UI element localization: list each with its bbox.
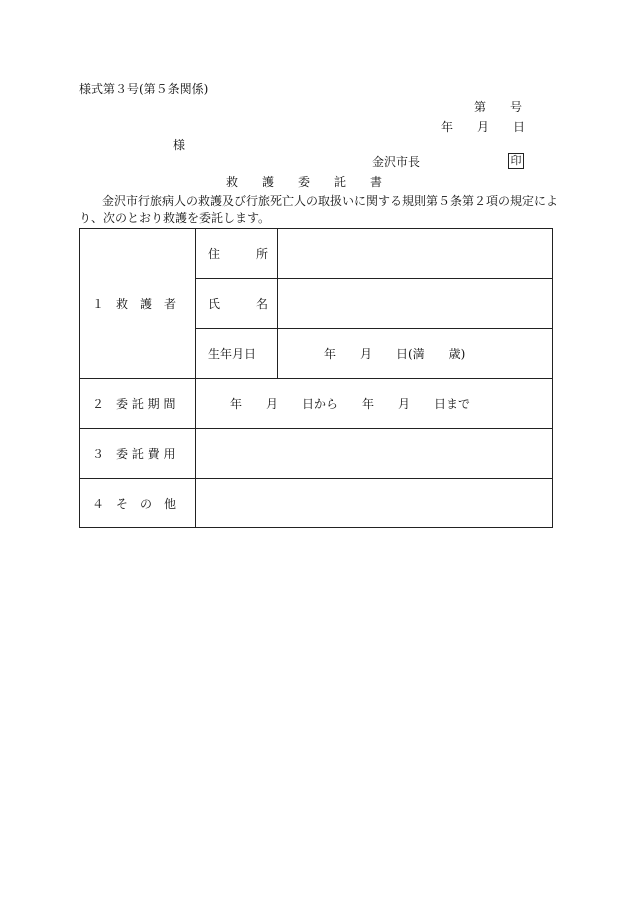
document-title: 救 護 委 託 書 [226,175,383,189]
table-row [80,229,553,279]
body-text-line2: り、次のとおり救護を委託します。 [79,211,271,225]
document-number: 第 号 [474,100,523,114]
addressee-suffix: 様 [173,138,186,152]
table-row [80,429,553,479]
name-label: 氏 名 [196,279,278,329]
commission-period-label: ２ 委 託 期 間 [80,379,196,429]
name-field[interactable] [278,279,553,329]
body-text-line1: 金沢市行旅病人の救護及び行旅死亡人の取扱いに関する規則第５条第２項の規定によ [102,194,559,208]
birth-date-label: 生年月日 [196,329,278,379]
table-row [80,479,553,528]
address-field[interactable] [278,229,553,279]
commission-table [79,228,553,528]
commission-cost-field[interactable] [196,429,553,479]
other-field[interactable] [196,479,553,528]
issuer-name: 金沢市長 [372,155,421,169]
address-label: 住 所 [196,229,278,279]
other-label: ４ そ の 他 [80,479,196,528]
form-id: 様式第３号(第５条関係) [79,82,209,96]
rescue-person-label: １ 救 護 者 [80,229,196,379]
birth-date-field[interactable]: 年 月 日(満 歳) [278,329,553,379]
seal-stamp: 印 [508,153,524,169]
issue-date: 年 月 日 [441,120,526,134]
commission-period-field[interactable]: 年 月 日から 年 月 日まで [196,379,553,429]
table-row [80,379,553,429]
commission-cost-label: ３ 委 託 費 用 [80,429,196,479]
